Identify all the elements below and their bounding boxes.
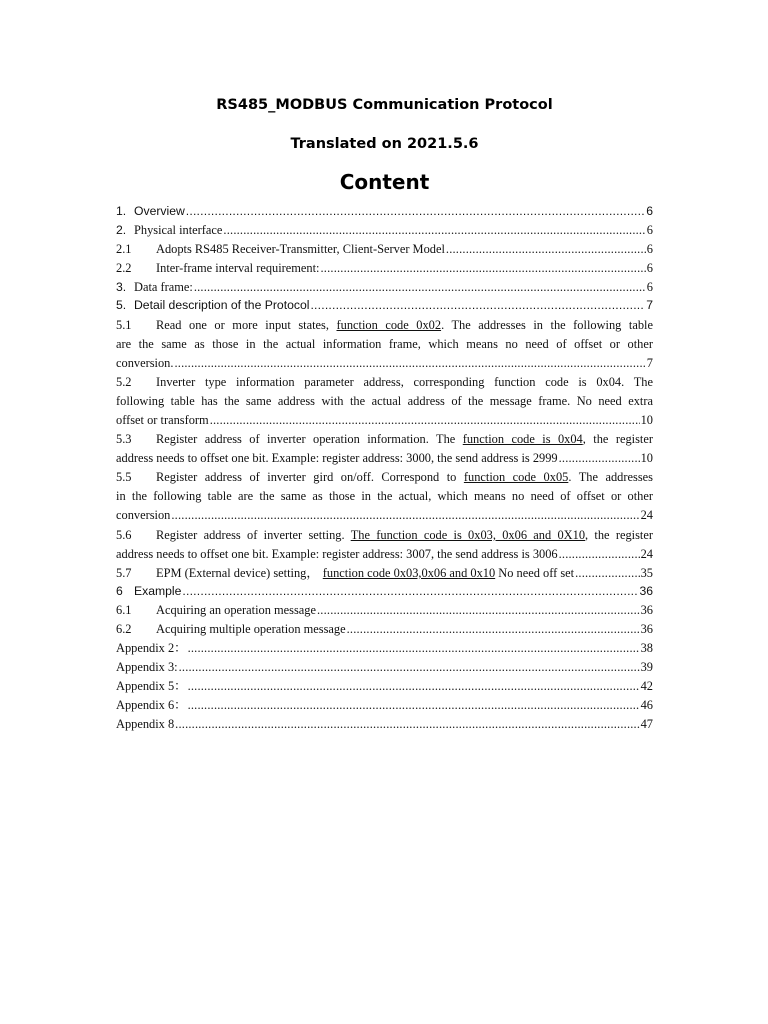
toc-leader — [188, 696, 640, 715]
toc-leader — [223, 221, 645, 240]
toc-title-cont: No need off set — [495, 566, 575, 580]
toc-page: 35 — [640, 566, 653, 580]
function-code-link[interactable]: function code is 0x04 — [462, 432, 583, 446]
toc-line — [116, 373, 653, 392]
toc-entry-appendix-8[interactable] — [116, 715, 653, 734]
toc-number: 2.2 — [116, 261, 132, 275]
toc-leader — [310, 296, 645, 315]
translation-date: Translated on 2021.5.6 — [290, 136, 479, 152]
toc-number: 6.2 — [116, 622, 132, 636]
toc-title-cont: . The addresses in the following table — [441, 318, 653, 332]
toc-title: Appendix 8 — [116, 717, 175, 731]
toc-title: Read one or more input states, — [156, 318, 329, 332]
function-code-link[interactable]: function code 0x02 — [336, 318, 442, 332]
toc-title: Inverter type information parameter address, corresponding function code is 0x04. The — [156, 375, 653, 389]
toc-entry-5-5-line-2 — [116, 487, 653, 506]
toc-title: Detail description of the Protocol — [134, 298, 310, 312]
toc-entry-appendix-3[interactable] — [116, 658, 653, 677]
toc-entry-5-1-line-3[interactable] — [116, 354, 653, 373]
toc-number: 5.6 — [116, 528, 132, 542]
toc-title-cont: conversion — [116, 508, 171, 522]
toc-entry-physical-interface[interactable] — [116, 221, 653, 240]
toc-entry-appendix-2[interactable] — [116, 639, 653, 658]
toc-title: Appendix 3: — [116, 660, 178, 674]
toc-entry-5-6-line-1[interactable] — [116, 526, 653, 545]
toc-leader — [179, 658, 640, 677]
toc-page: 7 — [646, 356, 653, 370]
toc-number: 5.1 — [116, 318, 132, 332]
function-code-link[interactable]: The function code is 0x03, 0x06 and 0X10 — [350, 528, 586, 542]
function-code-link[interactable]: function code 0x05 — [463, 470, 569, 484]
toc-title: Adopts RS485 Receiver-Transmitter, Client-Server Model — [156, 242, 445, 256]
toc-title: Register address of inverter operation information. The — [156, 432, 456, 446]
toc-title: EPM (External device) setting， — [156, 566, 319, 580]
toc-title: Overview — [134, 204, 185, 218]
toc-title: Appendix 6： — [116, 698, 187, 712]
toc-title-cont: address needs to offset one bit. Example: register address: 3000, the send address is 2999 — [116, 451, 558, 465]
toc-entry-appendix-5[interactable] — [116, 677, 653, 696]
toc-entry-detail-description[interactable] — [116, 296, 653, 315]
toc-title-cont: address needs to offset one bit. Example: register address: 3007, the send address is 3006 — [116, 547, 558, 561]
toc-entry-example[interactable] — [116, 582, 653, 601]
toc-title-cont: , the register — [582, 432, 653, 446]
toc-page: 24 — [640, 547, 653, 561]
toc-number: 5. — [116, 298, 127, 312]
toc-entry-2-1[interactable] — [116, 240, 653, 259]
toc-entry-5-2-line-1[interactable] — [116, 373, 653, 392]
toc-entry-5-3-line-1[interactable] — [116, 430, 653, 449]
toc-page: 6 — [646, 223, 653, 237]
toc-leader — [194, 278, 646, 297]
toc-title-cont: conversion. — [116, 356, 174, 370]
toc-entry-5-7[interactable] — [116, 564, 653, 583]
toc-line — [116, 316, 653, 335]
toc-leader — [321, 259, 646, 278]
toc-number: 2.1 — [116, 242, 132, 256]
toc-leader — [559, 545, 640, 564]
toc-page: 24 — [640, 508, 653, 522]
toc-leader — [171, 506, 639, 525]
toc-page: 10 — [640, 413, 653, 427]
toc-entry-5-6-line-2[interactable] — [116, 545, 653, 564]
toc-leader — [559, 449, 640, 468]
toc-page: 36 — [640, 603, 653, 617]
toc-title-cont: . The addresses — [568, 470, 653, 484]
toc-page: 46 — [640, 698, 653, 712]
toc-entry-6-2[interactable] — [116, 620, 653, 639]
toc-entry-5-5-line-1[interactable] — [116, 468, 653, 487]
toc-leader — [174, 354, 645, 373]
toc-title: Data frame: — [134, 280, 193, 294]
toc-page: 6 — [646, 242, 653, 256]
toc-leader — [446, 240, 646, 259]
toc-entry-6-1[interactable] — [116, 601, 653, 620]
toc-leader — [175, 715, 639, 734]
toc-title: Appendix 5： — [116, 679, 187, 693]
toc-title: Acquiring an operation message — [156, 603, 316, 617]
toc-title-cont: , the register — [585, 528, 654, 542]
toc-entry-5-1-line-1[interactable] — [116, 316, 653, 335]
toc-page: 6 — [646, 261, 653, 275]
toc-page: 38 — [640, 641, 653, 655]
function-code-link[interactable]: function code 0x03,0x06 and 0x10 — [322, 566, 496, 580]
toc-leader — [182, 582, 638, 601]
toc-title: Inter-frame interval requirement: — [156, 261, 320, 275]
toc-title: Appendix 2： — [116, 641, 187, 655]
toc-title-cont: offset or transform — [116, 413, 209, 427]
toc-number: 5.2 — [116, 375, 132, 389]
toc-page: 42 — [640, 679, 653, 693]
toc-title: Acquiring multiple operation message — [156, 622, 346, 636]
toc-page: 47 — [640, 717, 653, 731]
toc-line — [116, 468, 653, 487]
content-heading: Content — [339, 170, 430, 194]
toc-entry-5-2-line-3[interactable] — [116, 411, 653, 430]
toc-title: Register address of inverter gird on/off. Correspond to — [156, 470, 457, 484]
toc-entry-5-1-line-2 — [116, 335, 653, 354]
document-title: RS485_MODBUS Communication Protocol — [216, 97, 553, 113]
toc-number: 5.3 — [116, 432, 132, 446]
toc-number: 5.5 — [116, 470, 132, 484]
toc-entry-5-3-line-2[interactable] — [116, 449, 653, 468]
toc-page: 10 — [640, 451, 653, 465]
toc-title-cont: are the same as those in the actual information frame, which means no need of offset or other — [116, 337, 653, 351]
toc-entry-2-2[interactable] — [116, 259, 653, 278]
toc-page: 39 — [640, 660, 653, 674]
toc-title: Example — [134, 584, 182, 598]
toc-page: 7 — [646, 298, 653, 312]
toc-page: 36 — [639, 584, 653, 598]
toc-entry-data-frame[interactable] — [116, 278, 653, 297]
toc-line — [116, 430, 653, 449]
toc-line — [116, 526, 653, 545]
toc-number: 3. — [116, 280, 127, 294]
toc-title-cont: in the following table are the same as those in the actual, which means no need of offset or other — [116, 489, 653, 503]
toc-leader — [188, 677, 640, 696]
toc-leader — [317, 601, 640, 620]
toc-leader — [575, 564, 640, 583]
toc-title: Register address of inverter setting. — [156, 528, 345, 542]
toc-title-cont: following table has the same address with the actual address of the message frame. No need extra — [116, 394, 653, 408]
toc-title: Physical interface — [134, 223, 223, 237]
toc-number: 5.7 — [116, 566, 132, 580]
toc-number: 6.1 — [116, 603, 132, 617]
toc-entry-appendix-6[interactable] — [116, 696, 653, 715]
toc-leader — [186, 202, 645, 221]
toc-page: 36 — [640, 622, 653, 636]
toc-page: 6 — [646, 204, 653, 218]
toc-leader — [210, 411, 640, 430]
toc-leader — [188, 639, 640, 658]
toc-number: 1. — [116, 204, 127, 218]
toc-number: 6 — [116, 584, 123, 598]
toc-number: 2. — [116, 223, 127, 237]
toc-entry-overview[interactable] — [116, 202, 653, 221]
toc-leader — [347, 620, 640, 639]
toc-entry-5-2-line-2 — [116, 392, 653, 411]
toc-entry-5-5-line-3[interactable] — [116, 506, 653, 525]
toc-page: 6 — [646, 280, 653, 294]
